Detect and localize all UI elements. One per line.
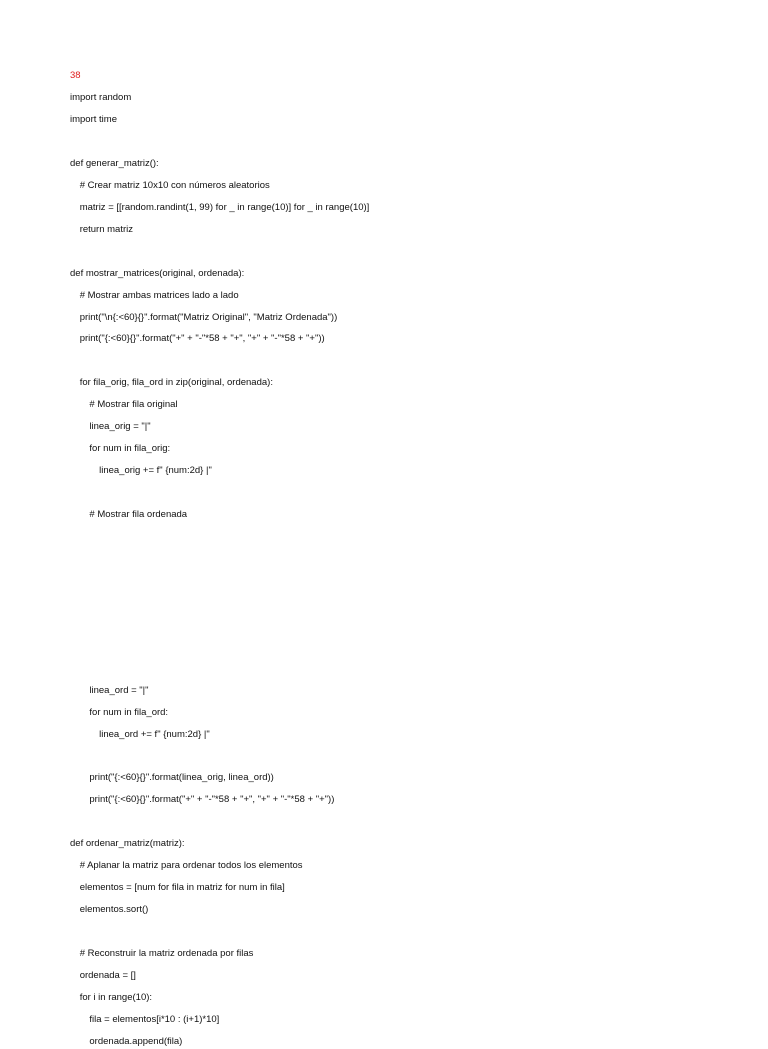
code-line: for num in fila_ord: xyxy=(89,706,169,718)
code-line: ordenada.append(fila) xyxy=(89,1035,183,1047)
page-number: 38 xyxy=(70,70,81,81)
code-line: elementos.sort() xyxy=(79,904,149,916)
code-line: elementos = [num for fila in matriz for num in fila] xyxy=(79,882,285,894)
code-line: def generar_matriz(): xyxy=(70,157,159,169)
code-line: for fila_orig, fila_ord in zip(original, ordenada): xyxy=(79,377,273,389)
code-line: linea_ord = "|" xyxy=(89,684,149,696)
code-line: def ordenar_matriz(matriz): xyxy=(70,838,185,850)
code-line: # Aplanar la matriz para ordenar todos los elementos xyxy=(79,860,303,872)
code-line: linea_ord += f" {num:2d} |" xyxy=(99,728,210,740)
code-line: linea_orig += f" {num:2d} |" xyxy=(99,465,212,477)
code-line: # Crear matriz 10x10 con números aleatorios xyxy=(79,179,270,191)
code-line: # Mostrar ambas matrices lado a lado xyxy=(79,289,239,301)
code-line: # Reconstruir la matriz ordenada por filas xyxy=(79,948,254,960)
code-line: print("\n{:<60}{}".format("Matriz Original", "Matriz Ordenada")) xyxy=(79,311,338,323)
code-line: return matriz xyxy=(79,223,134,235)
code-line: linea_orig = "|" xyxy=(89,421,151,433)
code-line: # Mostrar fila original xyxy=(89,399,178,411)
code-line: def mostrar_matrices(original, ordenada): xyxy=(70,267,245,279)
code-line: ordenada = [] xyxy=(79,970,136,981)
code-line: print("{:<60}{}".format("+" + "-"*58 + "+", "+" + "-"*58 + "+")) xyxy=(89,794,335,806)
code-line: for num in fila_orig: xyxy=(89,443,171,455)
code-line: for i in range(10): xyxy=(79,991,153,1003)
code-line: matriz = [[random.randint(1, 99) for _ in range(10)] for _ in range(10)] xyxy=(79,201,370,213)
code-line: # Mostrar fila ordenada xyxy=(89,509,188,521)
code-line: fila = elementos[i*10 : (i+1)*10] xyxy=(89,1013,220,1025)
code-line: print("{:<60}{}".format("+" + "-"*58 + "+", "+" + "-"*58 + "+")) xyxy=(79,333,325,345)
code-line: print("{:<60}{}".format(linea_orig, linea_ord)) xyxy=(89,772,274,784)
code-line: import time xyxy=(70,113,117,125)
code-line: import random xyxy=(70,92,132,103)
